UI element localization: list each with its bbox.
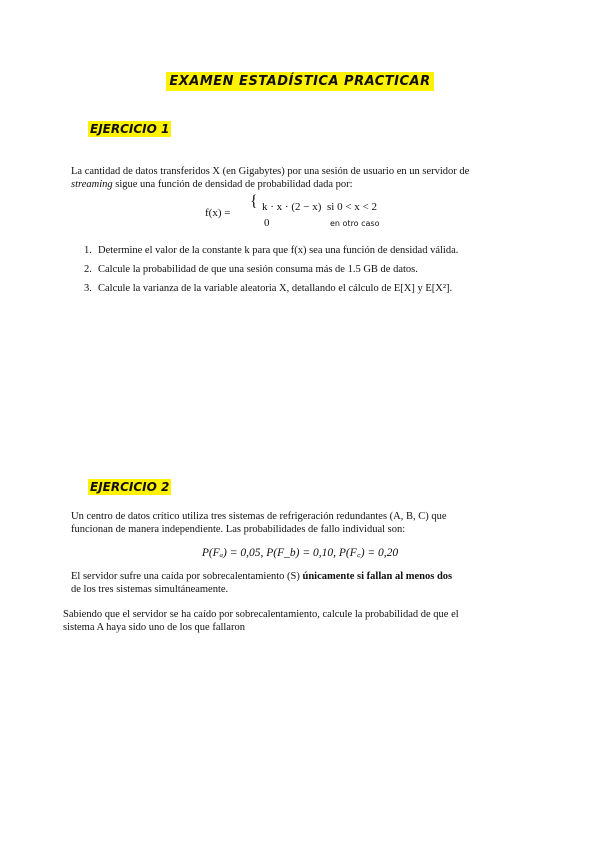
- question-2: 2. Calcule la probabilidad de que una sesión consuma más de 1.5 GB de datos.: [84, 264, 418, 275]
- formula-brace: {: [250, 193, 258, 210]
- formula-lhs: f(x) =: [205, 207, 231, 219]
- exam-title-row: [0, 72, 600, 90]
- question-1: 1. Determine el valor de la constante k para que f(x) sea una función de densidad válida.: [84, 245, 459, 256]
- formula-condition-2: en otro caso: [330, 219, 380, 228]
- condition-bold: únicamente si fallan al menos dos: [302, 571, 453, 582]
- formula-case-1: k · x · (2 − x): [262, 201, 322, 213]
- exercise-1-heading: EJERCICIO 1: [90, 122, 170, 136]
- exercise-1-intro-line-1: La cantidad de datos transferidos X (en Gigabytes) por una sesión de usuario en un servidor de: [71, 166, 470, 177]
- intro-line-2-rest: sigue una función de densidad de probabilidad dada por:: [112, 179, 353, 190]
- exercise-2-question-line-2: sistema A haya sido uno de los que fallaron: [63, 622, 245, 633]
- exam-title: EXAMEN ESTADÍSTICA PRACTICAR: [166, 72, 433, 91]
- exercise-2-line-2: funcionan de manera independiente. Las probabilidades de fallo individual son:: [71, 524, 406, 535]
- question-3: 3. Calcule la varianza de la variable aleatoria X, detallando el cálculo de E[X] y E[X²].: [84, 283, 453, 294]
- exercise-2-line-1: Un centro de datos crítico utiliza tres sistemas de refrigeración redundantes (A, B, C) que: [71, 511, 447, 522]
- exercise-1-questions: [84, 245, 458, 302]
- formula-condition-1: si 0 < x < 2: [327, 201, 377, 213]
- exercise-2-heading: EJERCICIO 2: [90, 480, 170, 494]
- formula-case-2: 0: [264, 217, 270, 229]
- exercise-2-question-line-1: Sabiendo que el servidor se ha caído por sobrecalentamiento, calcule la probabilidad de que el: [63, 609, 459, 620]
- exercise-2-line-4: de los tres sistemas simultáneamente.: [71, 584, 229, 595]
- exercise-2-line-3: El servidor sufre una caída por sobrecalentamiento (S) únicamente si fallan al menos dos: [71, 571, 453, 582]
- exercise-1-intro-line-2: [71, 178, 541, 191]
- failure-probabilities-formula: P(Fₐ) = 0,05, P(F_b) = 0,10, P(F꜀) = 0,20: [201, 547, 399, 559]
- streaming-word: streaming: [71, 179, 113, 190]
